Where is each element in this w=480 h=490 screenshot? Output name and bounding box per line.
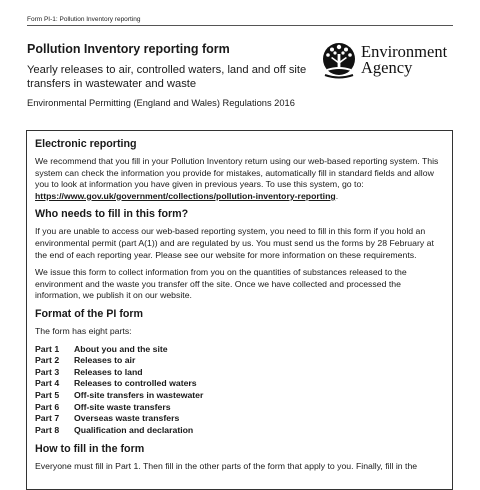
part-label: Qualification and declaration (74, 424, 194, 435)
list-item (35, 378, 444, 390)
part-number: Part 6 (35, 401, 60, 412)
electronic-reporting-heading: Electronic reporting (35, 138, 137, 150)
list-item (35, 413, 444, 425)
who-paragraph-2: We issue this form to collect information from you on the quantities of substances released to the environment and the waste you transfer off the site. Once we have collected and processed the information, we publish it on our website. (35, 267, 407, 301)
format-heading: Format of the PI form (35, 307, 144, 320)
list-item (35, 390, 444, 402)
pollution-inventory-link[interactable]: https://www.gov.uk/government/collections/pollution-inventory-reporting (35, 190, 336, 201)
environment-agency-logo-icon (321, 42, 357, 80)
part-number: Part 5 (35, 389, 60, 400)
part-number: Part 2 (35, 355, 60, 366)
how-section (35, 443, 444, 473)
electronic-reporting-text (35, 156, 444, 202)
title-block (27, 42, 317, 109)
part-label: Releases to land (74, 366, 143, 377)
regulations-reference: Environmental Permitting (England and Wales) Regulations 2016 (27, 98, 295, 108)
part-number: Part 8 (35, 424, 60, 435)
part-number: Part 3 (35, 366, 60, 377)
who-heading: Who needs to fill in this form? (35, 208, 189, 221)
part-number: Part 7 (35, 413, 60, 424)
logo-line-1: Environment (361, 42, 448, 61)
parts-list (35, 344, 444, 437)
page-subtitle: Yearly releases to air, controlled waters, land and off site transfers in wastewater and waste (27, 64, 307, 90)
form-code: Form PI-1: Pollution Inventory reporting (27, 16, 141, 23)
link-period: . (335, 190, 339, 201)
environment-agency-logo (321, 42, 456, 82)
part-number: Part 1 (35, 343, 60, 354)
list-item (35, 344, 444, 356)
how-heading: How to fill in the form (35, 443, 145, 456)
part-label: Releases to controlled waters (74, 378, 197, 389)
who-paragraph-1: If you are unable to access our web-based reporting system, you need to fill in this form if you hold an environmental permit (part A(1)) and are regulated by us. You must send us the forms by 28 February at the end of each reporting year. Please see our website for more information on these requirements. (35, 226, 434, 260)
who-section (35, 208, 444, 302)
how-paragraph-1: Everyone must fill in Part 1. Then fill in the other parts of the form that apply to you. Finally, fill in the (35, 461, 418, 472)
content-box (26, 130, 453, 490)
page-header (27, 16, 453, 26)
list-item (35, 367, 444, 379)
format-intro: The form has eight parts: (35, 325, 132, 336)
part-number: Part 4 (35, 378, 60, 389)
electronic-reporting-section (35, 138, 444, 202)
logo-wordmark (361, 44, 447, 76)
list-item (35, 402, 444, 414)
page-title: Pollution Inventory reporting form (27, 42, 230, 56)
list-item (35, 425, 444, 437)
part-label: Off-site transfers in wastewater (74, 389, 204, 400)
part-label: About you and the site (74, 343, 168, 354)
logo-line-2: Agency (361, 58, 413, 77)
part-label: Releases to air (74, 355, 136, 366)
part-label: Off-site waste transfers (74, 401, 171, 412)
electronic-reporting-body: We recommend that you fill in your Pollution Inventory return using our web-based reporting system. This system can check the information you provide for mistakes, automatically fill in standard fields and allow you to look at information you have given in previous years. To use this system, go to: (35, 156, 439, 190)
part-label: Overseas waste transfers (74, 413, 180, 424)
list-item (35, 355, 444, 367)
format-section (35, 308, 444, 436)
